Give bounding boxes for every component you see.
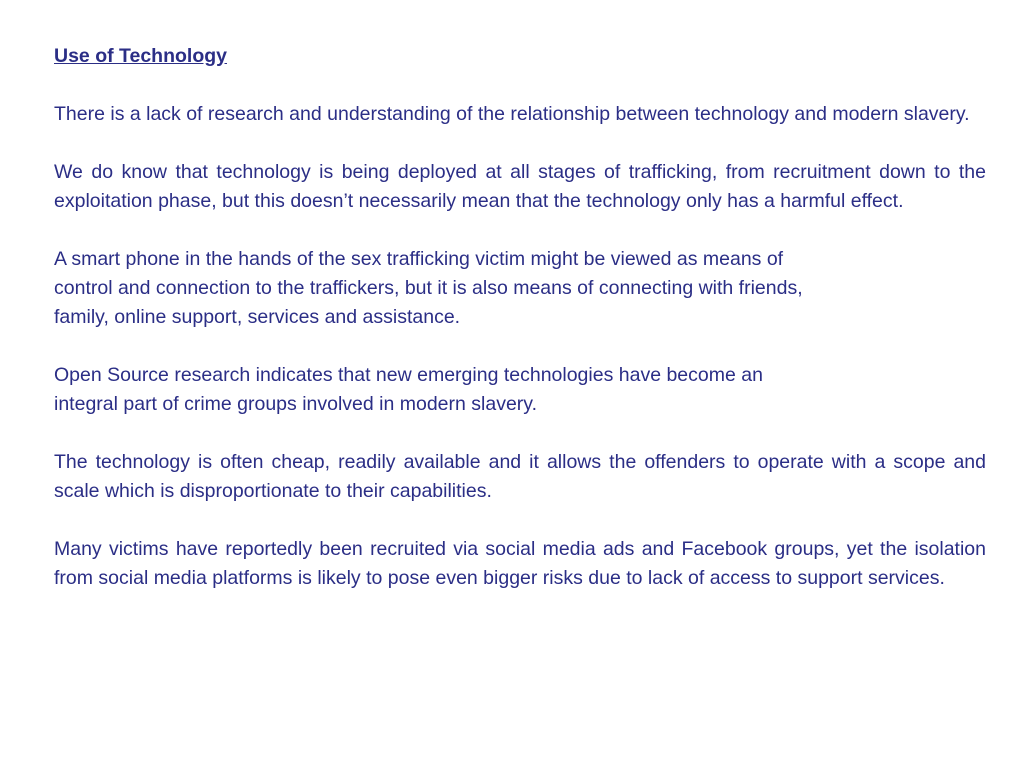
paragraph-open-source-research <box>54 361 986 419</box>
paragraph-social-media-recruitment: Many victims have reportedly been recruited via social media ads and Facebook groups, yet the isolation from social media platforms is likely to pose even bigger risks due to lack of access to support services. <box>54 538 986 589</box>
paragraph-research-gap: There is a lack of research and understanding of the relationship between technology and modern slavery. <box>54 103 970 125</box>
paragraph-line: A smart phone in the hands of the sex trafficking victim might be viewed as means of <box>54 248 784 270</box>
paragraph-cheap-technology: The technology is often cheap, readily available and it allows the offenders to operate with a scope and scale which is disproportionate to their capabilities. <box>54 451 986 502</box>
paragraph-smart-phone <box>54 245 986 332</box>
paragraph-trafficking-stages: We do know that technology is being deployed at all stages of trafficking, from recruitment down to the exploitation phase, but this doesn’t necessarily mean that the technology only has a harmful effect. <box>54 161 986 212</box>
paragraph-line: control and connection to the traffickers, but it is also means of connecting with friends, <box>54 277 803 299</box>
paragraph-line: Open Source research indicates that new emerging technologies have become an <box>54 364 763 386</box>
slide-title: Use of Technology <box>54 45 227 67</box>
paragraph-line: family, online support, services and assistance. <box>54 306 461 328</box>
slide-content <box>54 42 986 622</box>
paragraph-line: integral part of crime groups involved in modern slavery. <box>54 393 538 415</box>
